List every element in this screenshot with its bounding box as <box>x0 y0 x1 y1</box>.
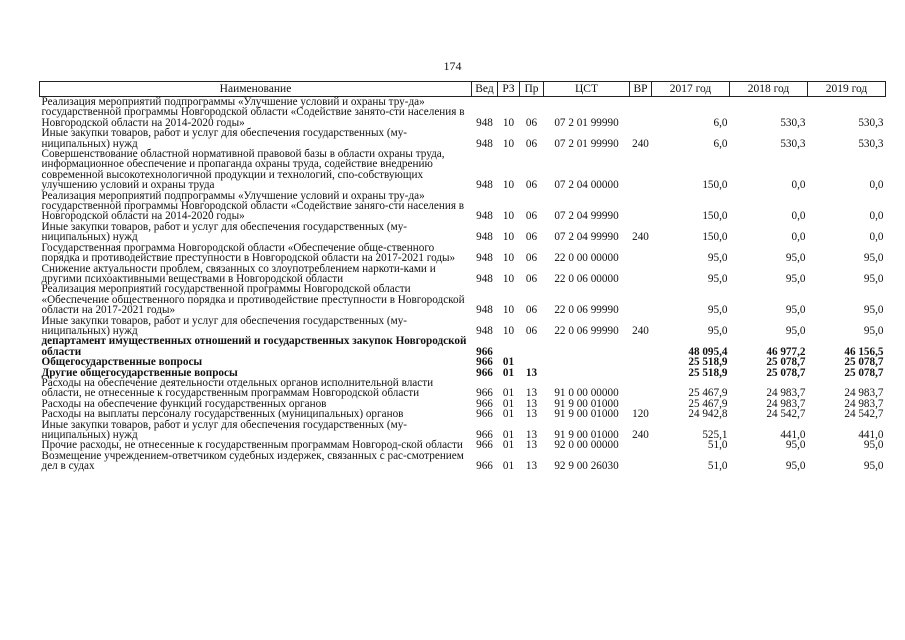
col-pr-header: Пр <box>520 82 544 97</box>
cell-name: Государственная программа Новгородской области «Обеспечение обще-ственного порядка и противодействие преступности в Новгородской области на 2017-2021 годы» <box>41 241 456 265</box>
cell-pr: 06 <box>525 210 538 223</box>
page-number: 174 <box>443 59 462 73</box>
cell-vr <box>630 284 652 315</box>
cell-name: департамент имущественных отношений и государственных закупок Новгородской области <box>41 335 467 358</box>
cell-2019: 95,0 <box>863 304 884 317</box>
cell-name: Расходы на обеспечение функций государственных органов <box>41 397 327 410</box>
cell-pr <box>520 357 544 367</box>
cell-ved: 948 <box>476 252 493 265</box>
cell-2017: 150,0 <box>702 231 728 244</box>
cell-rz: 10 <box>502 304 515 317</box>
table-row <box>40 451 886 472</box>
cell-name: Иные закупки товаров, работ и услуг для обеспечения государственных (му-ниципальных) нужд <box>41 418 408 441</box>
cell-cst <box>544 357 630 367</box>
col-vr-header: ВР <box>630 82 652 97</box>
cell-2018: 530,3 <box>780 137 806 150</box>
table-row <box>40 264 886 285</box>
cell-vr: 240 <box>632 324 649 337</box>
cell-2019: 95,0 <box>863 324 884 337</box>
cell-2019: 530,3 <box>858 116 884 129</box>
cell-name: Общегосударственные вопросы <box>41 356 203 369</box>
cell-2017: 150,0 <box>702 179 728 192</box>
cell-2019: 95,0 <box>863 272 884 285</box>
cell-2018: 24 983,7 <box>766 397 806 410</box>
cell-2017: 51,0 <box>707 439 728 452</box>
cell-vr: 240 <box>632 231 649 244</box>
cell-2019: 530,3 <box>858 137 884 150</box>
table-row <box>40 316 886 337</box>
cell-rz: 10 <box>502 116 515 129</box>
cell-2019: 46 156,5 <box>844 345 884 358</box>
cell-ved: 966 <box>476 460 493 473</box>
cell-rz: 10 <box>502 272 515 285</box>
cell-cst <box>544 368 630 378</box>
cell-2019: 24 983,7 <box>844 397 884 410</box>
table-row <box>40 420 886 441</box>
cell-ved: 948 <box>476 210 493 223</box>
cell-pr: 06 <box>525 179 538 192</box>
cell-cst: 92 0 00 00000 <box>554 439 619 452</box>
col-ved-header: Вед <box>472 82 498 97</box>
cell-2017: 6,0 <box>713 137 728 150</box>
cell-vr <box>630 264 652 285</box>
cell-pr: 06 <box>525 324 538 337</box>
cell-ved: 966 <box>476 366 493 379</box>
cell-vr <box>630 368 652 378</box>
cell-2017: 150,0 <box>702 210 728 223</box>
cell-cst: 07 2 01 99990 <box>554 137 619 150</box>
cell-2018: 95,0 <box>785 252 806 265</box>
cell-pr <box>520 336 544 357</box>
cell-ved: 966 <box>476 397 493 410</box>
cell-ved: 948 <box>476 116 493 129</box>
col-2019-header: 2019 год <box>808 82 886 97</box>
cell-cst: 22 0 00 00000 <box>554 252 619 265</box>
cell-vr <box>630 336 652 357</box>
col-cst-header: ЦСТ <box>544 82 630 97</box>
col-2018-header: 2018 год <box>730 82 808 97</box>
table-row <box>40 97 886 129</box>
table-row <box>40 336 886 357</box>
cell-pr: 13 <box>525 408 538 421</box>
cell-2018: 95,0 <box>785 304 806 317</box>
cell-rz: 01 <box>502 356 515 369</box>
cell-rz: 10 <box>502 179 515 192</box>
cell-rz: 01 <box>502 387 515 400</box>
cell-2019: 0,0 <box>869 231 884 244</box>
cell-2019: 95,0 <box>863 439 884 452</box>
cell-vr <box>630 378 652 399</box>
cell-pr: 06 <box>525 272 538 285</box>
cell-rz: 01 <box>502 439 515 452</box>
cell-2019: 25 078,7 <box>844 356 884 369</box>
cell-2017: 25 518,9 <box>688 366 728 379</box>
cell-rz: 10 <box>502 324 515 337</box>
cell-pr: 06 <box>525 252 538 265</box>
cell-vr <box>630 243 652 264</box>
cell-2018: 24 542,7 <box>766 408 806 421</box>
table-body <box>40 97 886 472</box>
cell-ved: 948 <box>476 304 493 317</box>
cell-name: Реализация мероприятий государственной программы Новгородской области «Обеспечение общественного порядка и противодействие преступности в Новгородской области на 2017-2021 годы» <box>41 283 465 317</box>
cell-2017: 25 518,9 <box>688 356 728 369</box>
cell-rz: 10 <box>502 210 515 223</box>
cell-vr <box>630 451 652 472</box>
cell-ved: 948 <box>476 272 493 285</box>
cell-cst: 07 2 04 00000 <box>554 179 619 192</box>
cell-vr: 120 <box>632 408 649 421</box>
cell-2018: 95,0 <box>785 439 806 452</box>
cell-rz: 01 <box>502 366 515 379</box>
col-name-header: Наименование <box>40 82 472 97</box>
cell-rz: 01 <box>502 429 515 441</box>
cell-2019: 24 983,7 <box>844 387 884 400</box>
cell-2017: 24 942,8 <box>688 408 728 421</box>
table-row <box>40 243 886 264</box>
cell-cst: 22 0 06 99990 <box>554 304 619 317</box>
cell-cst <box>544 336 630 357</box>
cell-2019: 0,0 <box>869 210 884 223</box>
cell-pr: 06 <box>525 304 538 317</box>
cell-cst: 22 0 06 00000 <box>554 272 619 285</box>
cell-name: Расходы на выплаты персоналу государственных (муниципальных) органов <box>41 408 404 421</box>
cell-pr: 13 <box>525 439 538 452</box>
cell-ved: 948 <box>476 324 493 337</box>
cell-rz: 01 <box>502 460 515 473</box>
cell-pr: 13 <box>525 429 538 441</box>
cell-2019: 441,0 <box>858 429 884 441</box>
cell-ved: 966 <box>476 356 493 369</box>
cell-rz <box>498 336 520 357</box>
cell-2018: 46 977,2 <box>766 345 806 358</box>
cell-name: Прочие расходы, не отнесенные к государственным программам Новгород-ской области <box>41 439 463 452</box>
cell-2018: 0,0 <box>791 210 806 223</box>
cell-cst: 91 9 00 01000 <box>554 397 619 410</box>
cell-2017: 6,0 <box>713 116 728 129</box>
cell-pr: 06 <box>525 231 538 244</box>
cell-2018: 530,3 <box>780 116 806 129</box>
cell-2019: 0,0 <box>869 179 884 192</box>
cell-name: Другие общегосударственные вопросы <box>41 366 238 379</box>
cell-ved: 966 <box>476 345 493 358</box>
cell-name: Расходы на обеспечение деятельности отдельных органов исполнительной власти области, не отнесенные к государственным программам Новгородской области <box>41 376 434 400</box>
cell-rz: 10 <box>502 137 515 150</box>
cell-name: Совершенствование областной нормативной правовой базы в области охраны труда, информационное обеспечение и пропаганда охраны труда, содействие внедрению современной высокотехнологичной продукции и технологий, спо-собствующих улучшению условий и охраны труда <box>41 148 445 192</box>
cell-2019: 25 078,7 <box>844 366 884 379</box>
cell-pr: 06 <box>525 116 538 129</box>
cell-pr: 13 <box>525 397 538 410</box>
cell-2019: 95,0 <box>863 252 884 265</box>
cell-name: Снижение актуальности проблем, связанных со злоупотреблением наркоти-ками и другими психоактивными веществами в Новгородской области <box>41 262 436 285</box>
cell-ved: 948 <box>476 231 493 244</box>
cell-2019: 24 542,7 <box>844 408 884 421</box>
table-row <box>40 284 886 315</box>
cell-2017: 525,1 <box>702 429 728 441</box>
table-row <box>40 128 886 149</box>
cell-pr: 13 <box>525 366 538 379</box>
cell-2017: 25 467,9 <box>688 387 728 400</box>
cell-ved: 966 <box>476 439 493 452</box>
cell-name: Реализация мероприятий подпрограммы «Улучшение условий и охраны тру-да» государственной программы Новгородской области «Содействие заняго-сти населения в Новгородской области на 2014-2020 годы» <box>41 189 465 223</box>
cell-vr <box>630 191 652 222</box>
cell-2017: 51,0 <box>707 460 728 473</box>
cell-2017: 95,0 <box>707 272 728 285</box>
cell-cst: 91 9 00 01000 <box>554 408 619 421</box>
cell-pr: 06 <box>525 137 538 150</box>
cell-ved: 966 <box>476 408 493 421</box>
table-row <box>40 378 886 399</box>
cell-pr: 13 <box>525 387 538 400</box>
cell-2017: 95,0 <box>707 304 728 317</box>
budget-table <box>39 81 886 472</box>
cell-vr: 240 <box>632 137 649 150</box>
cell-vr: 240 <box>632 429 649 441</box>
cell-2018: 25 078,7 <box>766 366 806 379</box>
cell-name: Реализация мероприятий подпрограммы «Улучшение условий и охраны тру-да» государственной программы Новгородской области «Содействие занято-сти населения в Новгородской области на 2014-2020 годы» <box>41 96 465 129</box>
cell-2017: 95,0 <box>707 324 728 337</box>
cell-rz: 01 <box>502 397 515 410</box>
cell-cst: 91 9 00 01000 <box>554 429 619 441</box>
cell-2017: 25 467,9 <box>688 397 728 410</box>
cell-ved: 948 <box>476 137 493 150</box>
table-row <box>40 222 886 243</box>
cell-ved: 966 <box>476 387 493 400</box>
cell-2018: 95,0 <box>785 324 806 337</box>
table-row <box>40 357 886 367</box>
cell-2018: 0,0 <box>791 231 806 244</box>
cell-cst: 07 2 04 99990 <box>554 231 619 244</box>
cell-pr: 13 <box>525 460 538 473</box>
table-row <box>40 191 886 222</box>
cell-rz: 01 <box>502 408 515 421</box>
cell-vr <box>630 149 652 191</box>
cell-2018: 25 078,7 <box>766 356 806 369</box>
cell-ved: 966 <box>476 429 493 441</box>
cell-2018: 24 983,7 <box>766 387 806 400</box>
cell-2018: 441,0 <box>780 429 806 441</box>
cell-vr <box>630 357 652 367</box>
cell-cst: 07 2 01 99990 <box>554 116 619 129</box>
cell-cst: 22 0 06 99990 <box>554 324 619 337</box>
table-row <box>40 149 886 191</box>
cell-name: Иные закупки товаров, работ и услуг для обеспечения государственных (му-ниципальных) нужд <box>41 127 408 150</box>
cell-cst: 92 9 00 26030 <box>554 460 619 473</box>
cell-2018: 0,0 <box>791 179 806 192</box>
cell-2017: 95,0 <box>707 252 728 265</box>
col-rz-header: РЗ <box>498 82 520 97</box>
cell-name: Возмещение учреждением-ответчиком судебных издержек, связанных с рас-смотрением дел в судах <box>41 449 464 473</box>
cell-2018: 95,0 <box>785 272 806 285</box>
cell-cst: 07 2 04 99990 <box>554 210 619 223</box>
cell-2018: 95,0 <box>785 460 806 473</box>
cell-vr <box>630 97 652 129</box>
cell-rz: 10 <box>502 231 515 244</box>
cell-rz: 10 <box>502 252 515 265</box>
cell-2017: 48 095,4 <box>688 345 728 358</box>
cell-vr <box>630 440 652 450</box>
cell-ved: 948 <box>476 179 493 192</box>
cell-name: Иные закупки товаров, работ и услуг для обеспечения государственных (му-ниципальных) нужд <box>41 220 408 244</box>
col-2017-header: 2017 год <box>652 82 730 97</box>
table-header <box>40 82 886 97</box>
cell-2019: 95,0 <box>863 460 884 473</box>
cell-cst: 91 0 00 00000 <box>554 387 619 400</box>
header-row <box>40 82 886 97</box>
cell-name: Иные закупки товаров, работ и услуг для обеспечения государственных (му-ниципальных) нужд <box>41 314 408 337</box>
